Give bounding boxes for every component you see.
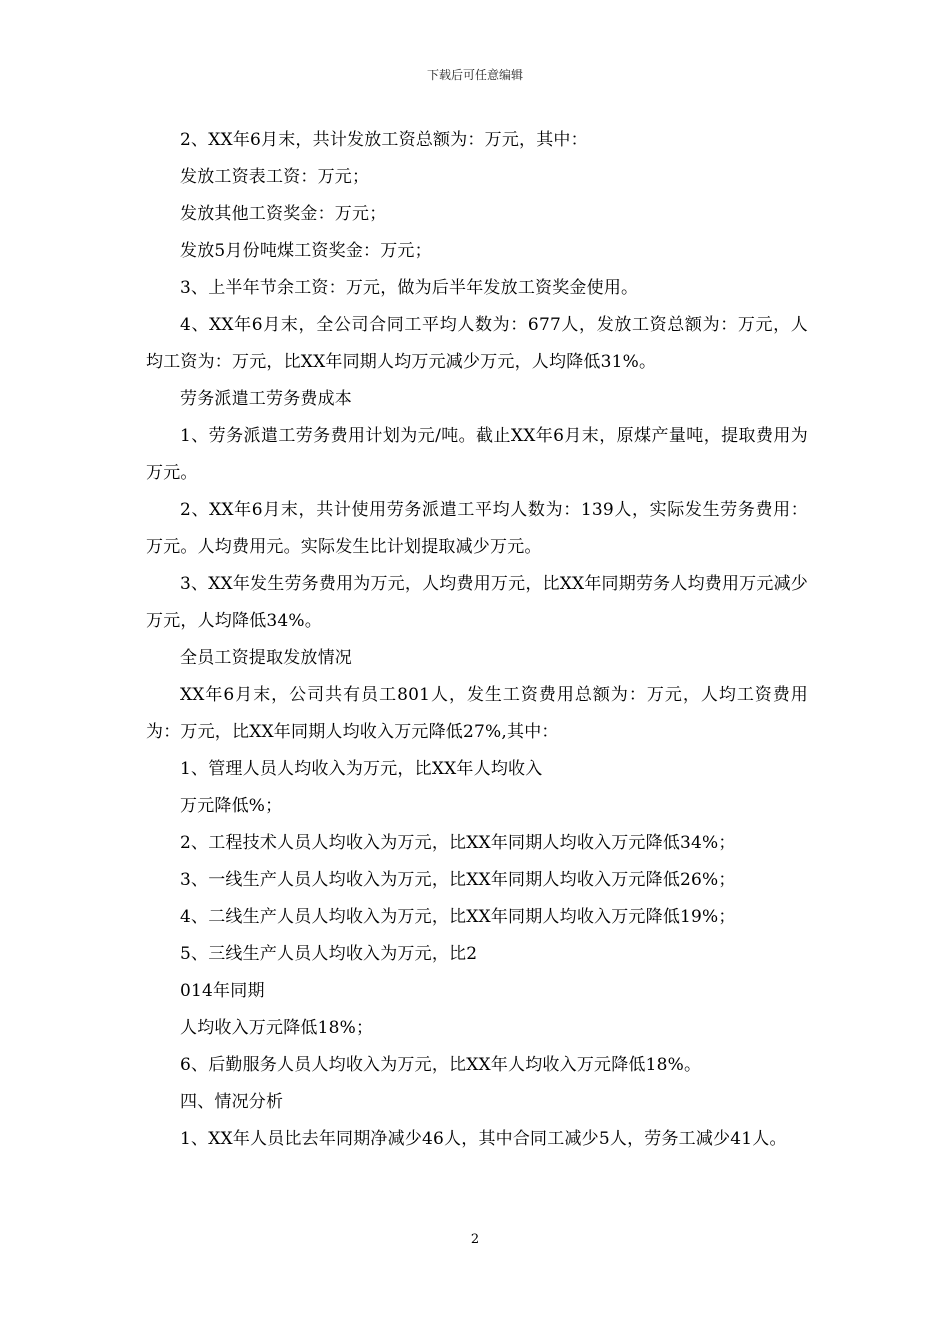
paragraph: 3、一线生产人员人均收入为万元，比XX年同期人均收入万元降低26%；	[180, 870, 736, 890]
paragraph: 4、二线生产人员人均收入为万元，比XX年同期人均收入万元降低19%；	[180, 907, 736, 927]
paragraph: 1、管理人员人均收入为万元，比XX年人均收入	[180, 759, 543, 779]
section-heading: 四、情况分析	[180, 1092, 284, 1112]
paragraph: 2、XX年6月末，共计使用劳务派遣工平均人数为：139人，实际发生劳务费用：万元。人均费用元。实际发生比计划提取减少万元。	[146, 500, 808, 557]
page-header: 下载后可任意编辑	[426, 68, 523, 82]
paragraph: 6、后勤服务人员人均收入为万元，比XX年人均收入万元降低18%。	[180, 1055, 702, 1075]
paragraph: 5、三线生产人员人均收入为万元，比2	[180, 944, 478, 964]
paragraph: 4、XX年6月末，全公司合同工平均人数为：677人，发放工资总额为：万元，人均工资为：万元，比XX年同期人均万元减少万元，人均降低31%。	[146, 315, 808, 372]
paragraph: 万元降低%；	[180, 796, 283, 816]
paragraph: 014年同期	[180, 981, 265, 1001]
paragraph: 发放工资表工资：万元；	[180, 167, 370, 187]
section-heading: 劳务派遣工劳务费成本	[180, 389, 352, 409]
paragraph: 发放其他工资奖金：万元；	[180, 204, 387, 224]
paragraph: 1、劳务派遣工劳务费用计划为元/吨。截止XX年6月末，原煤产量吨，提取费用为万元。	[146, 426, 808, 483]
document-body	[146, 122, 808, 1158]
paragraph: 3、上半年节余工资：万元，做为后半年发放工资奖金使用。	[180, 278, 639, 298]
page-number: 2	[470, 1232, 480, 1247]
paragraph: 2、工程技术人员人均收入为万元，比XX年同期人均收入万元降低34%；	[180, 833, 736, 853]
paragraph: 3、XX年发生劳务费用为万元，人均费用万元，比XX年同期劳务人均费用万元减少万元，人均降低34%。	[146, 574, 808, 631]
paragraph: 人均收入万元降低18%；	[180, 1018, 374, 1038]
paragraph: 2、XX年6月末，共计发放工资总额为：万元，其中：	[180, 130, 588, 150]
paragraph: 发放5月份吨煤工资奖金：万元；	[180, 241, 432, 261]
section-heading: 全员工资提取发放情况	[180, 648, 352, 668]
paragraph: 1、XX年人员比去年同期净减少46人，其中合同工减少5人，劳务工减少41人。	[180, 1129, 787, 1149]
paragraph: XX年6月末，公司共有员工801人，发生工资费用总额为：万元，人均工资费用为：万元，比XX年同期人均收入万元降低27%,其中：	[146, 685, 808, 742]
